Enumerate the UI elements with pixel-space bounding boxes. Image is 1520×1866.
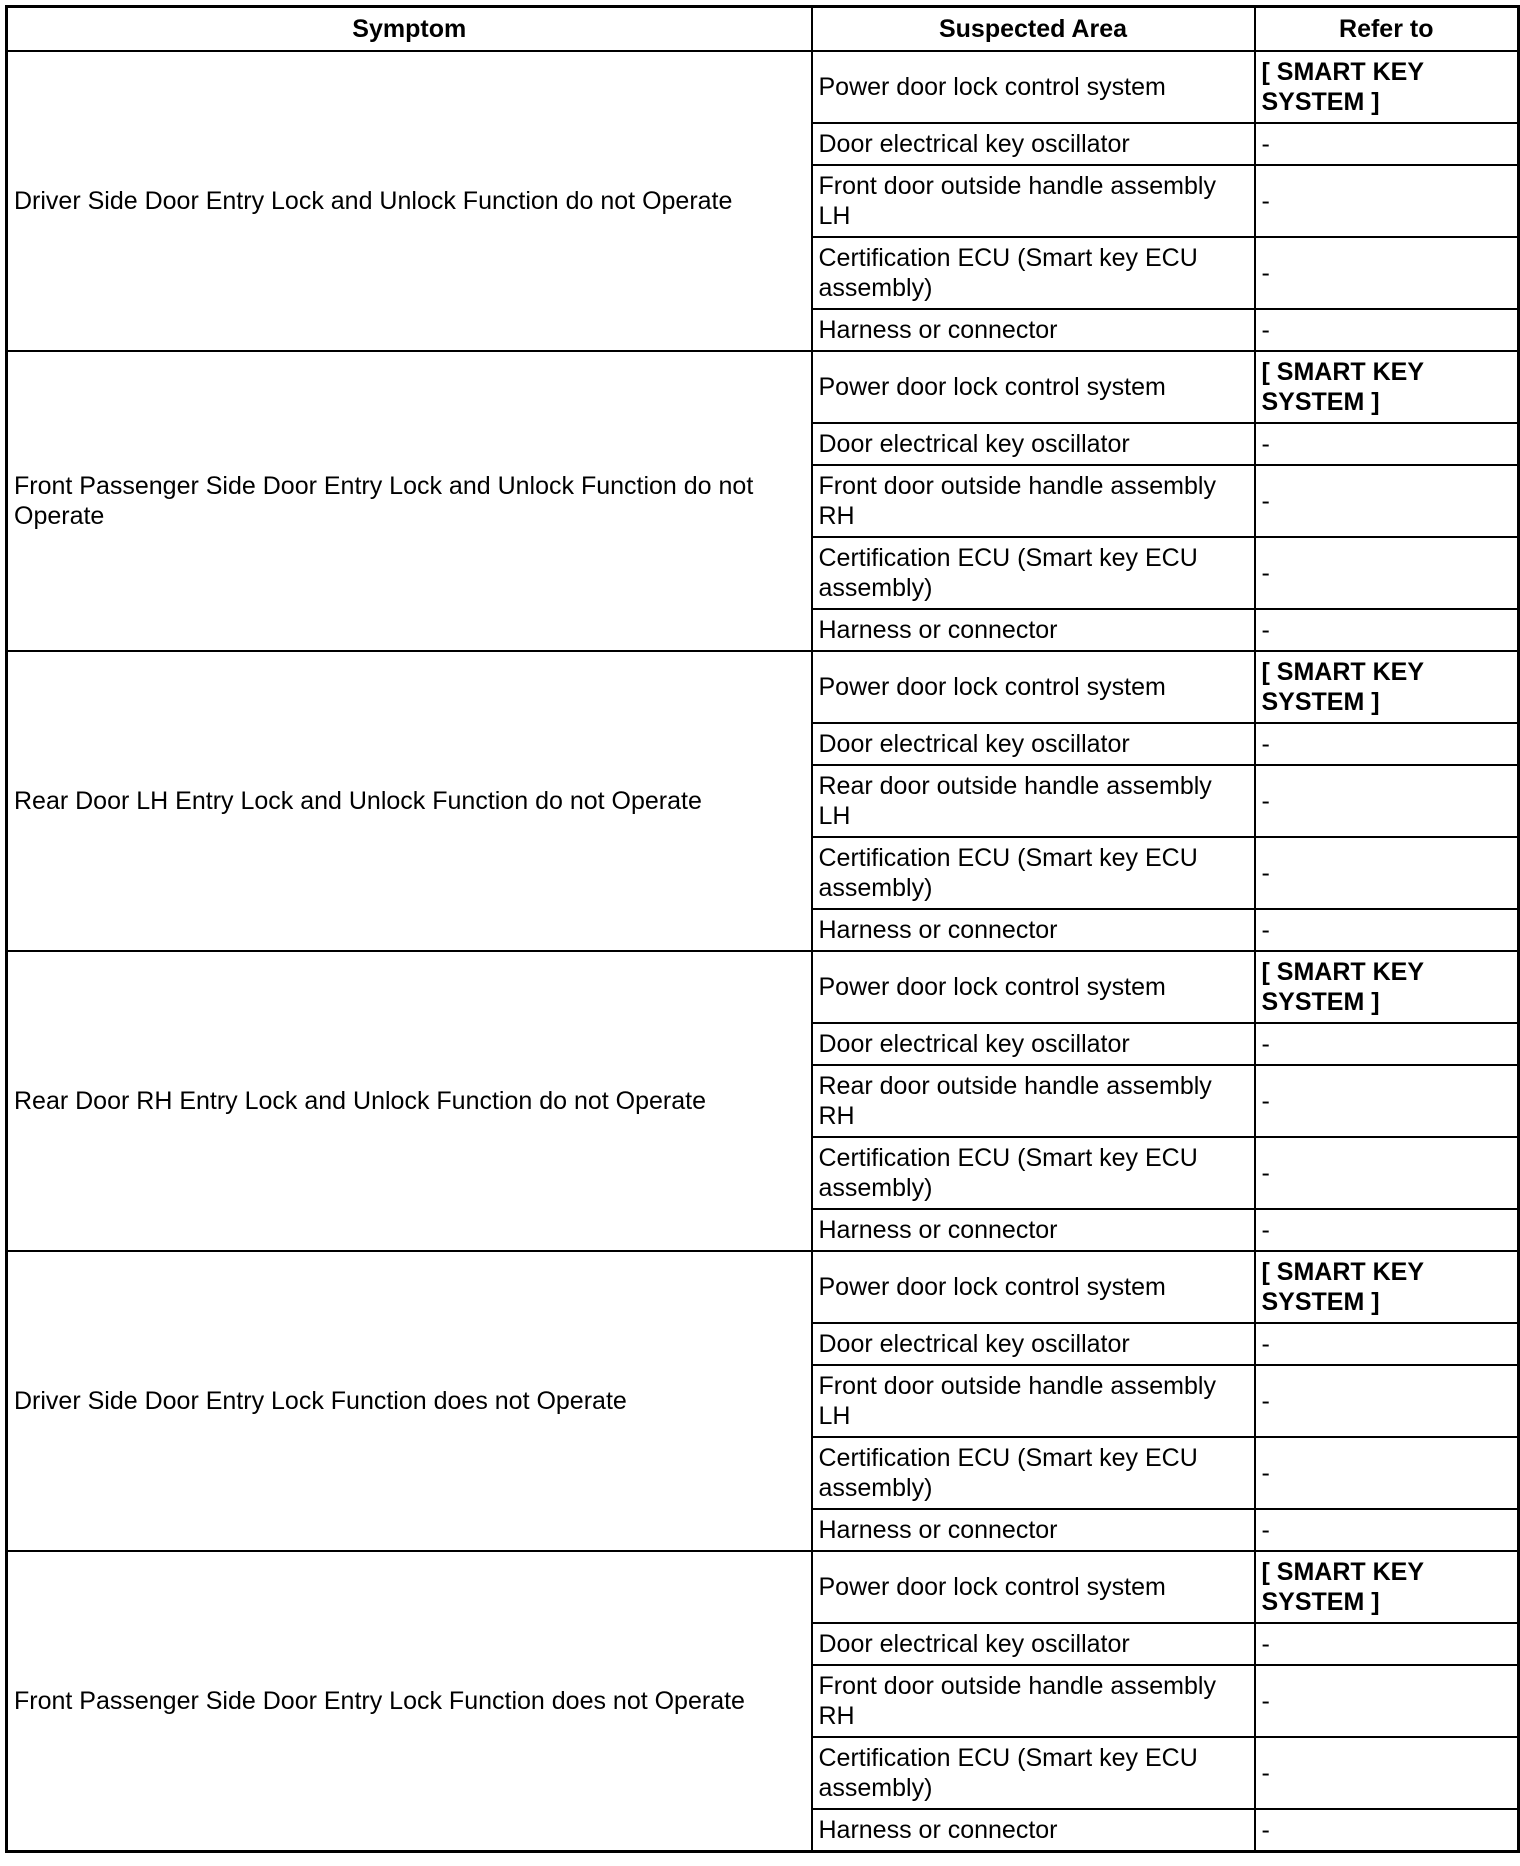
table-row: [7, 51, 1519, 123]
suspected-area-cell: Certification ECU (Smart key ECU assembly): [812, 1437, 1255, 1509]
refer-to-link[interactable]: [ SMART KEY SYSTEM ]: [1255, 651, 1519, 723]
suspected-area-cell: Door electrical key oscillator: [812, 1323, 1255, 1365]
refer-to-link[interactable]: [ SMART KEY SYSTEM ]: [1255, 351, 1519, 423]
suspected-area-cell: Front door outside handle assembly RH: [812, 465, 1255, 537]
refer-to-cell: -: [1255, 1509, 1519, 1551]
symptom-cell: Front Passenger Side Door Entry Lock Function does not Operate: [7, 1551, 812, 1852]
table-header-row: [7, 7, 1519, 52]
suspected-area-cell: Harness or connector: [812, 1209, 1255, 1251]
suspected-area-cell: Power door lock control system: [812, 1551, 1255, 1623]
suspected-area-cell: Front door outside handle assembly LH: [812, 1365, 1255, 1437]
suspected-area-cell: Front door outside handle assembly LH: [812, 165, 1255, 237]
suspected-area-cell: Door electrical key oscillator: [812, 123, 1255, 165]
refer-to-cell: -: [1255, 609, 1519, 651]
refer-to-cell: -: [1255, 237, 1519, 309]
suspected-area-cell: Certification ECU (Smart key ECU assembly): [812, 537, 1255, 609]
table-row: [7, 1251, 1519, 1323]
suspected-area-cell: Front door outside handle assembly RH: [812, 1665, 1255, 1737]
suspected-area-cell: Door electrical key oscillator: [812, 1623, 1255, 1665]
refer-to-cell: -: [1255, 165, 1519, 237]
suspected-area-cell: Power door lock control system: [812, 651, 1255, 723]
refer-to-link[interactable]: [ SMART KEY SYSTEM ]: [1255, 1251, 1519, 1323]
refer-to-cell: -: [1255, 537, 1519, 609]
suspected-area-cell: Harness or connector: [812, 909, 1255, 951]
refer-to-link[interactable]: [ SMART KEY SYSTEM ]: [1255, 951, 1519, 1023]
symptom-cell: Rear Door LH Entry Lock and Unlock Function do not Operate: [7, 651, 812, 951]
table-row: [7, 351, 1519, 423]
suspected-area-cell: Power door lock control system: [812, 51, 1255, 123]
suspected-area-cell: Certification ECU (Smart key ECU assembly): [812, 1737, 1255, 1809]
refer-to-cell: -: [1255, 723, 1519, 765]
refer-to-cell: -: [1255, 309, 1519, 351]
symptom-cell: Rear Door RH Entry Lock and Unlock Function do not Operate: [7, 951, 812, 1251]
refer-to-cell: -: [1255, 1737, 1519, 1809]
suspected-area-cell: Harness or connector: [812, 1509, 1255, 1551]
table-body: [7, 51, 1519, 1852]
table-row: [7, 951, 1519, 1023]
refer-to-link[interactable]: [ SMART KEY SYSTEM ]: [1255, 1551, 1519, 1623]
refer-to-cell: -: [1255, 1623, 1519, 1665]
suspected-area-cell: Rear door outside handle assembly RH: [812, 1065, 1255, 1137]
table-row: [7, 1551, 1519, 1623]
refer-to-cell: -: [1255, 1665, 1519, 1737]
refer-to-cell: -: [1255, 909, 1519, 951]
suspected-area-cell: Door electrical key oscillator: [812, 423, 1255, 465]
suspected-area-cell: Power door lock control system: [812, 351, 1255, 423]
header-symptom: Symptom: [7, 7, 812, 52]
suspected-area-cell: Power door lock control system: [812, 1251, 1255, 1323]
refer-to-cell: -: [1255, 1809, 1519, 1852]
refer-to-cell: -: [1255, 1437, 1519, 1509]
symptom-cell: Driver Side Door Entry Lock Function does not Operate: [7, 1251, 812, 1551]
suspected-area-cell: Harness or connector: [812, 609, 1255, 651]
suspected-area-cell: Certification ECU (Smart key ECU assembly): [812, 837, 1255, 909]
symptom-table: [5, 5, 1520, 1853]
suspected-area-cell: Harness or connector: [812, 1809, 1255, 1852]
refer-to-cell: -: [1255, 837, 1519, 909]
refer-to-cell: -: [1255, 465, 1519, 537]
header-refer-to: Refer to: [1255, 7, 1519, 52]
refer-to-cell: -: [1255, 1323, 1519, 1365]
refer-to-cell: -: [1255, 1209, 1519, 1251]
suspected-area-cell: Door electrical key oscillator: [812, 1023, 1255, 1065]
refer-to-link[interactable]: [ SMART KEY SYSTEM ]: [1255, 51, 1519, 123]
refer-to-cell: -: [1255, 1137, 1519, 1209]
suspected-area-cell: Certification ECU (Smart key ECU assembly): [812, 237, 1255, 309]
refer-to-cell: -: [1255, 765, 1519, 837]
suspected-area-cell: Harness or connector: [812, 309, 1255, 351]
refer-to-cell: -: [1255, 1023, 1519, 1065]
table-row: [7, 651, 1519, 723]
symptom-cell: Front Passenger Side Door Entry Lock and Unlock Function do not Operate: [7, 351, 812, 651]
suspected-area-cell: Power door lock control system: [812, 951, 1255, 1023]
refer-to-cell: -: [1255, 123, 1519, 165]
header-suspected-area: Suspected Area: [812, 7, 1255, 52]
symptom-cell: Driver Side Door Entry Lock and Unlock Function do not Operate: [7, 51, 812, 351]
document-page: [5, 5, 1517, 1853]
suspected-area-cell: Certification ECU (Smart key ECU assembly): [812, 1137, 1255, 1209]
refer-to-cell: -: [1255, 1065, 1519, 1137]
suspected-area-cell: Rear door outside handle assembly LH: [812, 765, 1255, 837]
refer-to-cell: -: [1255, 423, 1519, 465]
refer-to-cell: -: [1255, 1365, 1519, 1437]
suspected-area-cell: Door electrical key oscillator: [812, 723, 1255, 765]
